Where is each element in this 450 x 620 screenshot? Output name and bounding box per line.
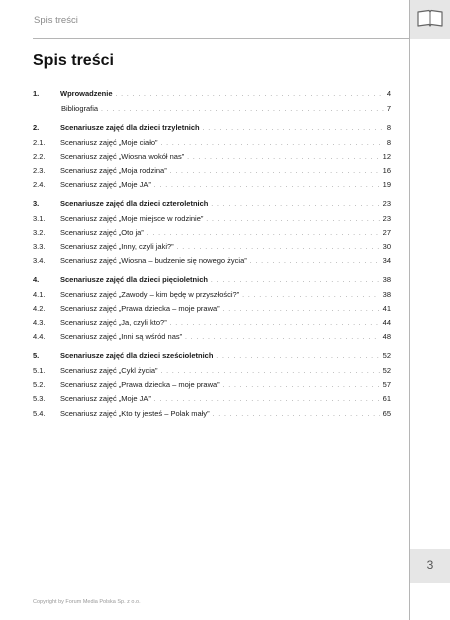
toc-entry[interactable]	[33, 392, 391, 406]
toc-title: Scenariusz zajęć „Kto ty jesteś – Polak mały”	[60, 409, 210, 418]
book-icon	[416, 9, 444, 29]
toc-leader-dots	[170, 164, 380, 179]
toc-leader-dots	[116, 87, 384, 102]
toc-entry[interactable]	[33, 178, 391, 192]
toc-title: Scenariusz zajęć „Zawody – kim będę w przyszłości?”	[60, 290, 240, 299]
toc-number: 2.1.	[33, 138, 46, 147]
toc-leader-dots	[154, 178, 380, 193]
toc-page-number: 23	[382, 214, 391, 223]
toc-title: Scenariusz zajęć „Prawa dziecka – moje prawa”	[60, 380, 220, 389]
toc-number: 1.	[33, 89, 40, 98]
toc-number: 3.	[33, 199, 40, 208]
toc-number: 2.4.	[33, 180, 46, 189]
header-divider	[33, 38, 409, 39]
toc-page-number: 4	[386, 89, 391, 98]
toc-chapter[interactable]	[33, 121, 391, 135]
toc-page-number: 34	[382, 256, 391, 265]
toc-number: 5.2.	[33, 380, 46, 389]
toc-number: 5.1.	[33, 366, 46, 375]
toc-title: Bibliografia	[61, 104, 99, 113]
toc-title: Scenariusze zajęć dla dzieci czteroletnich	[60, 199, 209, 208]
toc-page-number: 8	[386, 123, 391, 132]
toc-entry[interactable]	[33, 407, 391, 421]
toc-leader-dots	[154, 392, 380, 407]
toc-leader-dots	[223, 378, 380, 393]
toc-title: Scenariusze zajęć dla dzieci pięcioletnich	[60, 275, 208, 284]
toc-title: Wprowadzenie	[60, 89, 113, 98]
toc-entry[interactable]	[33, 240, 391, 254]
toc-leader-dots	[177, 240, 380, 255]
book-icon-box	[410, 0, 450, 39]
toc-entry[interactable]	[33, 316, 391, 330]
toc-entry[interactable]	[33, 288, 391, 302]
toc-number: 3.3.	[33, 242, 46, 251]
toc-page-number: 16	[382, 166, 391, 175]
toc-title: Scenariusz zajęć „Inni są wśród nas”	[60, 332, 183, 341]
toc-leader-dots	[203, 121, 384, 136]
toc-number: 5.	[33, 351, 40, 360]
toc-entry[interactable]	[33, 254, 391, 268]
toc-number: 5.3.	[33, 394, 46, 403]
toc-title: Scenariusz zajęć „Wiosna – budzenie się nowego życia”	[60, 256, 247, 265]
toc-leader-dots	[206, 212, 379, 227]
toc-number: 3.1.	[33, 214, 46, 223]
toc-number: 2.	[33, 123, 40, 132]
toc-number: 3.2.	[33, 228, 46, 237]
page-header	[0, 0, 450, 40]
toc-chapter[interactable]	[33, 87, 391, 101]
toc-leader-dots	[101, 102, 384, 117]
toc-page-number: 27	[382, 228, 391, 237]
toc-title: Scenariusz zajęć „Inny, czyli jaki?”	[60, 242, 174, 251]
toc-entry[interactable]	[33, 330, 391, 344]
toc-title: Scenariusz zajęć „Moje miejsce w rodzinie”	[60, 214, 204, 223]
toc-leader-dots	[242, 288, 379, 303]
toc-leader-dots	[161, 364, 380, 379]
toc-number: 2.2.	[33, 152, 46, 161]
toc-title: Scenariusze zajęć dla dzieci trzyletnich	[60, 123, 200, 132]
toc-title: Scenariusz zajęć „Cykl życia”	[60, 366, 158, 375]
toc-title: Scenariusze zajęć dla dzieci sześcioletnich	[60, 351, 214, 360]
page-number: 3	[426, 558, 434, 572]
toc-page-number: 23	[382, 199, 391, 208]
toc-number: 4.1.	[33, 290, 46, 299]
toc-leader-dots	[161, 136, 384, 151]
toc-number: 2.3.	[33, 166, 46, 175]
toc-entry[interactable]	[33, 364, 391, 378]
toc-number: 3.4.	[33, 256, 46, 265]
toc-page-number: 38	[382, 275, 391, 284]
toc-entry[interactable]	[33, 150, 391, 164]
toc-title: Scenariusz zajęć „Moja rodzina”	[60, 166, 167, 175]
toc-title: Scenariusz zajęć „Moje JA”	[60, 394, 151, 403]
toc-leader-dots	[170, 316, 380, 331]
sidebar-divider	[409, 0, 410, 620]
toc-entry[interactable]	[33, 226, 391, 240]
toc-page-number: 52	[382, 351, 391, 360]
copyright-footer: Copyright by Forum Media Polska Sp. z o.o.	[33, 599, 141, 605]
toc-leader-dots	[216, 349, 379, 364]
toc-page-number: 7	[386, 104, 391, 113]
toc-entry[interactable]	[33, 212, 391, 226]
toc-leader-dots	[211, 197, 379, 212]
toc-number: 4.	[33, 275, 40, 284]
toc-entry[interactable]	[33, 136, 391, 150]
toc-leader-dots	[187, 150, 379, 165]
toc-entry[interactable]	[33, 378, 391, 392]
toc-chapter[interactable]	[33, 349, 391, 363]
toc-number: 4.4.	[33, 332, 46, 341]
toc-page-number: 52	[382, 366, 391, 375]
page-title: Spis treści	[33, 52, 114, 69]
toc-title: Scenariusz zajęć „Oto ja”	[60, 228, 144, 237]
toc-page-number: 30	[382, 242, 391, 251]
toc-page-number: 57	[382, 380, 391, 389]
toc-page-number: 12	[382, 152, 391, 161]
toc-page-number: 19	[382, 180, 391, 189]
toc-title: Scenariusz zajęć „Prawa dziecka – moje prawa”	[60, 304, 220, 313]
toc-number: 5.4.	[33, 409, 46, 418]
toc-number: 4.3.	[33, 318, 46, 327]
toc-chapter[interactable]	[33, 273, 391, 287]
toc-entry[interactable]	[33, 164, 391, 178]
toc-page-number: 44	[382, 318, 391, 327]
toc-title: Scenariusz zajęć „Wiosna wokół nas”	[60, 152, 185, 161]
toc-chapter[interactable]	[33, 197, 391, 211]
toc-leader-dots	[250, 254, 380, 269]
page-number-box	[410, 549, 450, 583]
toc-entry[interactable]	[33, 302, 391, 316]
toc-leader-dots	[211, 273, 380, 288]
toc-page-number: 8	[386, 138, 391, 147]
toc-title: Scenariusz zajęć „Moje ciało”	[60, 138, 158, 147]
toc-page-number: 41	[382, 304, 391, 313]
toc-page-number: 48	[382, 332, 391, 341]
toc-page-number: 38	[382, 290, 391, 299]
toc-leader-dots	[223, 302, 380, 317]
toc-title: Scenariusz zajęć „Moje JA”	[60, 180, 151, 189]
toc-page-number: 65	[382, 409, 391, 418]
toc-number: 4.2.	[33, 304, 46, 313]
toc-page-number: 61	[382, 394, 391, 403]
toc-leader-dots	[147, 226, 380, 241]
toc-entry[interactable]	[33, 102, 391, 116]
toc-title: Scenariusz zajęć „Ja, czyli kto?”	[60, 318, 167, 327]
toc-leader-dots	[185, 330, 380, 345]
header-title: Spis treści	[34, 15, 78, 26]
toc-leader-dots	[213, 407, 380, 422]
